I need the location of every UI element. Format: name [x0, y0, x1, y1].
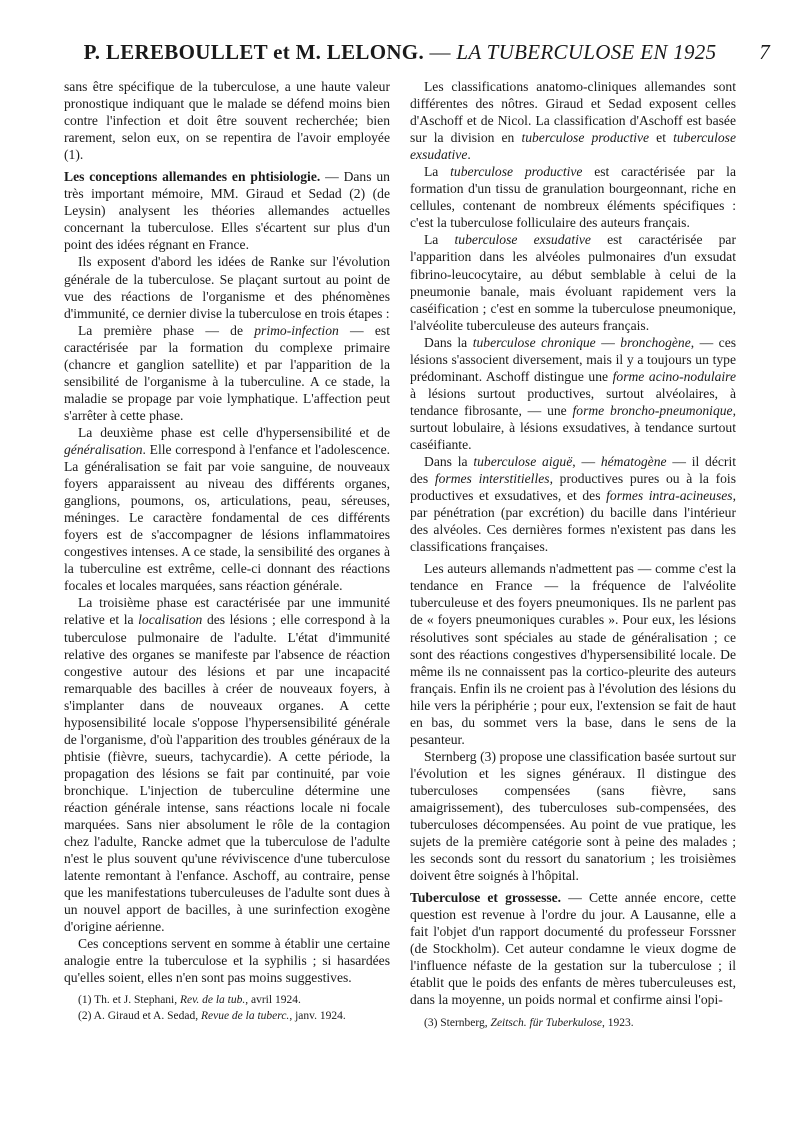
- paragraph: [410, 334, 736, 453]
- footnote-text: (2) A. Giraud et A. Sedad,: [78, 1010, 201, 1023]
- text: , surtout lobulaire, à lésions exsudatives, à tendance surtout caséifiante.: [410, 402, 736, 452]
- text: .: [467, 147, 471, 163]
- header-title: LA TUBERCULOSE EN 1925: [456, 40, 717, 64]
- section-heading: Les conceptions allemandes en phtisiologie.: [64, 169, 321, 185]
- footnote-journal: Rev. de la tub.: [180, 994, 246, 1007]
- paragraph: [410, 163, 736, 231]
- italic-term: primo-infection: [254, 322, 339, 338]
- italic-term: localisation: [138, 612, 203, 628]
- italic-term: tuberculose exsudative: [454, 232, 591, 248]
- italic-term: forme acino-nodulaire: [612, 368, 736, 384]
- paragraph: [410, 748, 736, 884]
- paragraph-text: sans être spécifique de la tuberculose, a une haute valeur pronostique indiquant que le malade se défend moins bien contre l'infection et doit être souvent recherchée; bien rarement, selon eux, on se repentira de l'avoir employée (1).: [64, 79, 390, 163]
- footnote-text: (3) Sternberg,: [424, 1016, 491, 1029]
- paragraph: [64, 424, 390, 594]
- footnote-text: , janv. 1924.: [289, 1010, 346, 1023]
- paragraph-text: Sternberg (3) propose une classification basée surtout sur l'évolution et les signes généraux. Il distingue des tuberculoses compensées (sans fièvre, sans amaigrissement), des tuberculoses sub-compensées, des tuberculoses décompensées. Au point de vue pratique, les sujets de la première catégorie sont à peine des malades ; les seconds sont du ressort du sanatorium ; les troisièmes doivent être soignés à l'hôpital.: [410, 748, 736, 884]
- paragraph: [64, 935, 390, 986]
- paragraph: [410, 453, 736, 555]
- italic-term: tuberculose chronique: [472, 334, 596, 350]
- paragraph: [64, 78, 390, 163]
- running-header: [0, 40, 800, 65]
- italic-term: tuberculose exsudative: [410, 130, 736, 163]
- footnote-text: , avril 1924.: [245, 994, 301, 1007]
- footnote-journal: Revue de la tuberc.: [200, 1010, 290, 1023]
- paragraph-text: — Dans un très important mémoire, MM. Giraud et Sedad (2) (de Leysin) analysent les théories allemandes actuelles concernant la tuberculose. Elles s'écartent sur plus d'un point des idées régnant en France.: [64, 169, 390, 253]
- right-column: [410, 78, 736, 1031]
- text: La: [424, 164, 451, 180]
- italic-term: généralisation: [64, 441, 143, 457]
- section-paragraph: [410, 889, 736, 1008]
- footnote-text: , 1923.: [602, 1016, 634, 1029]
- paragraph: [64, 253, 390, 321]
- footnote: [64, 992, 390, 1008]
- paragraph-text: Ces conceptions servent en somme à établir une certaine analogie entre la tuberculose et la syphilis ; si hasardées qu'elles soient, elles n'en sont pas moins suggestives.: [64, 936, 390, 986]
- italic-term: tuberculose productive: [450, 164, 583, 180]
- italic-term: hématogène: [600, 454, 667, 470]
- text: et: [649, 130, 674, 146]
- text: La première phase — de: [78, 322, 255, 338]
- text: , productives pures ou à la fois productives et exsudatives, et des: [410, 471, 736, 504]
- text: Dans la: [424, 334, 473, 350]
- text: des lésions ; elle correspond à la tuberculose pulmonaire de l'adulte. L'état d'immunité relative des organes se manifeste par l'absence de réaction congestive autour des lésions et par une incapacité remarquable des bacilles à créer de nouveaux foyers, à s'implanter dans de nouveaux organes. A cette hyposensibilité locale s'oppose l'hypersensibilité générale de l'organisme, d'où l'apparition des troubles généraux de la phtisie (fièvre, sueurs, tachycardie). A cette période, la propagation des lésions se fait par continuité, par voie bronchique. L'injection de tuberculine détermine une réaction générale intense, sans réactions locale ni focale marquées. Sans nier absolument le rôle de la contagion chez l'adulte, Rancke admet que la tuberculose de l'adulte n'est le plus souvent qu'une réviviscence d'une tuberculose latente remontant à l'enfance. Aschoff, au contraire, pense que les manifestations tuberculeuses de l'adulte sont dues à un nouvel apport de bacilles, à une surinfection exogène d'origine aérienne.: [64, 612, 391, 935]
- paragraph: [64, 322, 390, 424]
- paragraph: [410, 231, 736, 333]
- left-column: [64, 78, 390, 1024]
- italic-term: bronchogène: [620, 334, 691, 350]
- italic-term: tuberculose aiguë: [473, 454, 573, 470]
- paragraph: [410, 78, 736, 163]
- text: est caractérisée par l'apparition dans les alvéoles pulmonaires d'un exsudat fibrino-leucocytaire, au début semblable à celui de la pneumonie banale, mais évoluant rapidement vers la caséification ; c'est en somme la tuberculose pneumonique, l'alvéolite tuberculeuse des auteurs français.: [410, 232, 736, 333]
- paragraph: [410, 560, 736, 748]
- text: . Elle correspond à l'enfance et l'adolescence. La généralisation se fait par voie sanguine, de nouveaux foyers apparaissent au niveau des différents organes, ganglions, poumons, os, articulations, peau, séreuses, méninges. Le caractère fondamental de ces différents foyers est de s'accompagner de lésions inflammatoires congestives intenses. A ce stade, la sensibilité des organes à la tuberculine est extrême, celle-ci donnant des réactions focales et locales marquées, sans réaction générale.: [64, 441, 390, 594]
- text: , —: [572, 454, 601, 470]
- italic-term: formes interstitielles: [434, 471, 550, 487]
- header-authors: P. LEREBOULLET et M. LELONG.: [83, 40, 424, 64]
- paragraph-text: — Cette année encore, cette question est revenue à l'ordre du jour. A Lausanne, elle a fait l'objet d'un rapport documenté du professeur Forssner (de Stockholm). Cet auteur condamne le vieux dogme de l'influence néfaste de la gestation sur la tuberculose ; il établit que le poids des enfants de mères tuberculeuses est, dans la moyenne, un poids normal et confirme ainsi l'opi-: [410, 890, 736, 1008]
- page-number: 7: [759, 40, 770, 64]
- italic-term: tuberculose productive: [521, 130, 650, 146]
- paragraph-text: Ils exposent d'abord les idées de Ranke sur l'évolution générale de la tuberculose. Se plaçant surtout au point de vue des réactions de l'organisme et des phénomènes d'immunité, ce dernier divise la tuberculose en trois étapes :: [64, 254, 390, 321]
- italic-term: forme broncho-pneumonique: [572, 402, 733, 418]
- footnote: [410, 1015, 736, 1031]
- text: Dans la: [424, 454, 474, 470]
- footnote-text: (1) Th. et J. Stephani,: [78, 994, 180, 1007]
- text: , — ces lésions s'associent diversement, mais il y a toujours un type prédominant. Aschoff distingue une: [410, 334, 737, 384]
- header-dash: —: [424, 40, 457, 64]
- text: Les classifications anatomo-cliniques allemandes sont différentes des nôtres. Giraud et Sedad exposent celles d'Aschoff et de Nicol. La classification d'Aschoff est basée sur la division en: [410, 79, 736, 146]
- footnote: [64, 1008, 390, 1024]
- text: La deuxième phase est celle d'hypersensibilité et de: [78, 424, 390, 440]
- paragraph-text: Les auteurs allemands n'admettent pas — comme c'est la tendance en France — la fréquence de l'alvéolite tuberculeuse et des foyers pneumoniques. Ils ne parlent pas de « foyers pneumoniques curables ». Pour eux, les lésions résolutives sont spéciales au stade de généralisation ; ce sont des réactions congestives d'hypersensibilité locale. De même ils ne connaissent pas la cortico-pleurite des auteurs français. Enfin ils ne croient pas à l'évolution des lésions du hile vers la périphérie ; pour eux, l'extension se fait de haut en bas, du sommet vers la base, dans le sens de la pesanteur.: [410, 561, 736, 747]
- italic-term: formes intra-acineuses: [606, 488, 733, 504]
- text: , par pénétration (par excrétion) du bacille dans l'intérieur des alvéoles. Ces dernières formes n'existent pas dans les classifications françaises.: [410, 488, 736, 555]
- text: La: [424, 232, 455, 248]
- footnote-journal: Zeitsch. für Tuberkulose: [490, 1016, 603, 1029]
- text: —: [595, 334, 621, 350]
- text: La troisième phase est caractérisée par une immunité relative et la: [64, 595, 390, 628]
- text: — est caractérisée par la formation du complexe primaire (chancre et ganglion satellite) et par l'apparition de la sensibilité de l'organisme à la tuberculine. A ce stade, la maladie se propage par voie lymphatique. L'affection peut s'arrêter à cette phase.: [64, 322, 390, 423]
- section-heading: Tuberculose et grossesse.: [410, 890, 562, 906]
- text: à lésions surtout productives, surtout alvéolaires, à tendance fibrosante, — une: [410, 385, 736, 418]
- text: est caractérisée par la formation d'un tissu de granulation bourgeonnant, riche en cellules, contenant de nombreux éléments spécifiques : c'est la tuberculose folliculaire des auteurs français.: [410, 164, 736, 231]
- paragraph: [64, 594, 390, 935]
- text: — il décrit des: [410, 454, 736, 487]
- section-paragraph: [64, 168, 390, 253]
